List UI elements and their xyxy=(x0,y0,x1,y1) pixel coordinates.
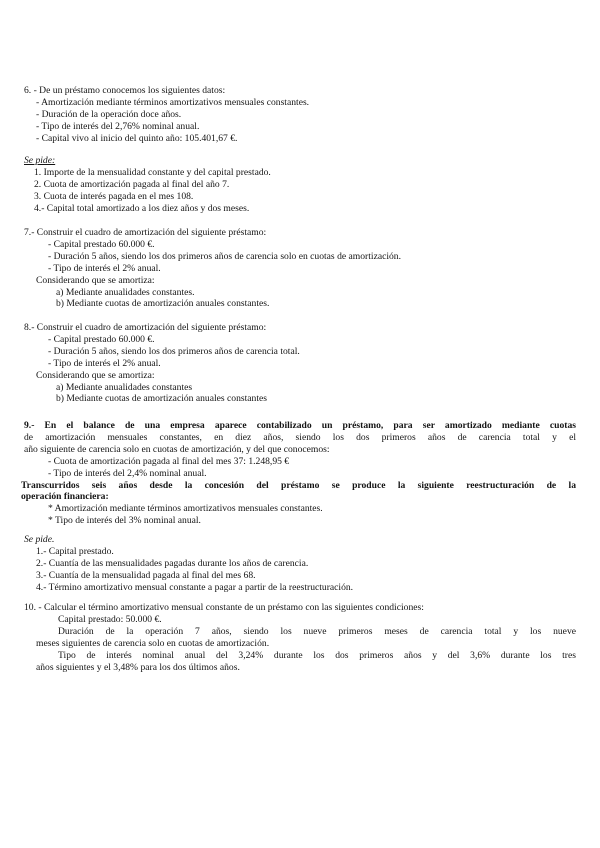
exercise-9 xyxy=(21,420,576,527)
exercise-10-title: 10. - Calcular el término amortizativo mensual constante de un préstamo con las siguientes condiciones: xyxy=(24,602,424,613)
exercise-8-title: 8.- Construir el cuadro de amortización del siguiente préstamo: xyxy=(24,322,267,333)
exercise-10-rate-2: años siguientes y el 3,48% para los dos últimos años. xyxy=(36,661,240,673)
exercise-7-title: 7.- Construir el cuadro de amortización del siguiente préstamo: xyxy=(24,227,267,238)
exercise-10-duration-2: meses siguientes de carencia solo en cuotas de amortización. xyxy=(36,637,270,649)
exercise-7-option-a: a) Mediante anualidades constantes. xyxy=(56,286,195,298)
exercise-9-data-2: - Tipo de interés del 2,4% nominal anual. xyxy=(48,467,207,479)
exercise-9-questions xyxy=(24,534,576,594)
exercise-9-ask-2: 2.- Cuantía de las mensualidades pagadas durante los años de carencia. xyxy=(36,557,309,569)
exercise-6-ask-1: 1. Importe de la mensualidad constante y del capital prestado. xyxy=(34,166,271,178)
exercise-7-option-b: b) Mediante cuotas de amortización anuales constantes. xyxy=(56,298,270,310)
exercise-8-data-2: - Duración 5 años, siendo los dos primeros años de carencia total. xyxy=(48,345,300,357)
exercise-6-ask-3: 3. Cuota de interés pagada en el mes 108. xyxy=(34,190,194,202)
exercise-7-data-3: - Tipo de interés el 2% anual. xyxy=(48,262,161,274)
exercise-9-data-1: - Cuota de amortización pagada al final del mes 37: 1.248,95 € xyxy=(48,455,290,467)
exercise-8 xyxy=(24,322,576,405)
exercise-9-ask-3: 3.- Cuantía de la mensualidad pagada al final del mes 68. xyxy=(36,569,256,581)
exercise-6-ask-label: Se pide: xyxy=(24,155,56,166)
exercise-9-intro-2: de amortización mensuales constantes, en diez años, siendo los dos primeros años de carencia total y el xyxy=(24,431,576,443)
exercise-9-restruct-2: operación financiera: xyxy=(21,491,109,503)
exercise-8-consider: Considerando que se amortiza: xyxy=(36,369,155,381)
exercise-6-data-2: - Duración de la operación doce años. xyxy=(36,108,182,120)
exercise-8-data-3: - Tipo de interés el 2% anual. xyxy=(48,357,161,369)
exercise-6-title: 6. - De un préstamo conocemos los siguientes datos: xyxy=(24,85,226,96)
exercise-8-data-1: - Capital prestado 60.000 €. xyxy=(48,333,155,345)
exercise-9-ask-1: 1.- Capital prestado. xyxy=(36,545,114,557)
exercise-6-data-3: - Tipo de interés del 2,76% nominal anual. xyxy=(36,120,200,132)
exercise-10-capital: Capital prestado: 50.000 €. xyxy=(58,613,162,625)
exercise-9-intro-1-text: 9.- En el balance de una empresa aparece contabilizado un préstamo, para ser amortizado mediante cuotas xyxy=(24,420,576,431)
exercise-9-new-term-2: * Tipo de interés del 3% nominal anual. xyxy=(48,515,201,527)
exercise-6-questions xyxy=(24,155,576,215)
exercise-7-data-1: - Capital prestado 60.000 €. xyxy=(48,238,155,250)
exercise-8-option-b: b) Mediante cuotas de amortización anuales constantes xyxy=(56,393,267,405)
exercise-10-duration-1: Duración de la operación 7 años, siendo los nueve primeros meses de carencia total y los nueve xyxy=(58,625,576,637)
exercise-7-consider: Considerando que se amortiza: xyxy=(36,274,155,286)
exercise-9-ask-label: Se pide. xyxy=(24,534,55,545)
exercise-6-data-4: - Capital vivo al inicio del quinto año: 105.401,67 €. xyxy=(36,132,238,144)
exercise-9-restruct-1: Transcurridos seis años desde la concesión del préstamo se produce la siguiente reestructuración de la xyxy=(21,479,576,491)
exercise-6-ask-4: 4.- Capital total amortizado a los diez años y dos meses. xyxy=(34,202,250,214)
exercise-8-option-a: a) Mediante anualidades constantes xyxy=(56,381,193,393)
exercise-6-ask-2: 2. Cuota de amortización pagada al final del año 7. xyxy=(34,178,230,190)
exercise-10-rate-1: Tipo de interés nominal anual del 3,24% durante los dos primeros años y del 3,6% durante los tres xyxy=(58,649,576,661)
exercise-9-intro-1 xyxy=(24,420,576,432)
exercise-10 xyxy=(24,602,576,673)
exercise-7 xyxy=(24,227,576,310)
exercise-9-intro-3: año siguiente de carencia solo en cuotas de amortización, y del que conocemos: xyxy=(24,443,330,455)
exercise-9-ask-4: 4.- Término amortizativo mensual constante a pagar a partir de la reestructuración. xyxy=(36,581,354,593)
exercise-6-data-1: - Amortización mediante términos amortizativos mensuales constantes. xyxy=(36,96,310,108)
exercise-6 xyxy=(24,85,576,145)
exercise-7-data-2: - Duración 5 años, siendo los dos primeros años de carencia solo en cuotas de amortización. xyxy=(48,250,401,262)
exercise-9-new-term-1: * Amortización mediante términos amortizativos mensuales constantes. xyxy=(48,503,323,515)
